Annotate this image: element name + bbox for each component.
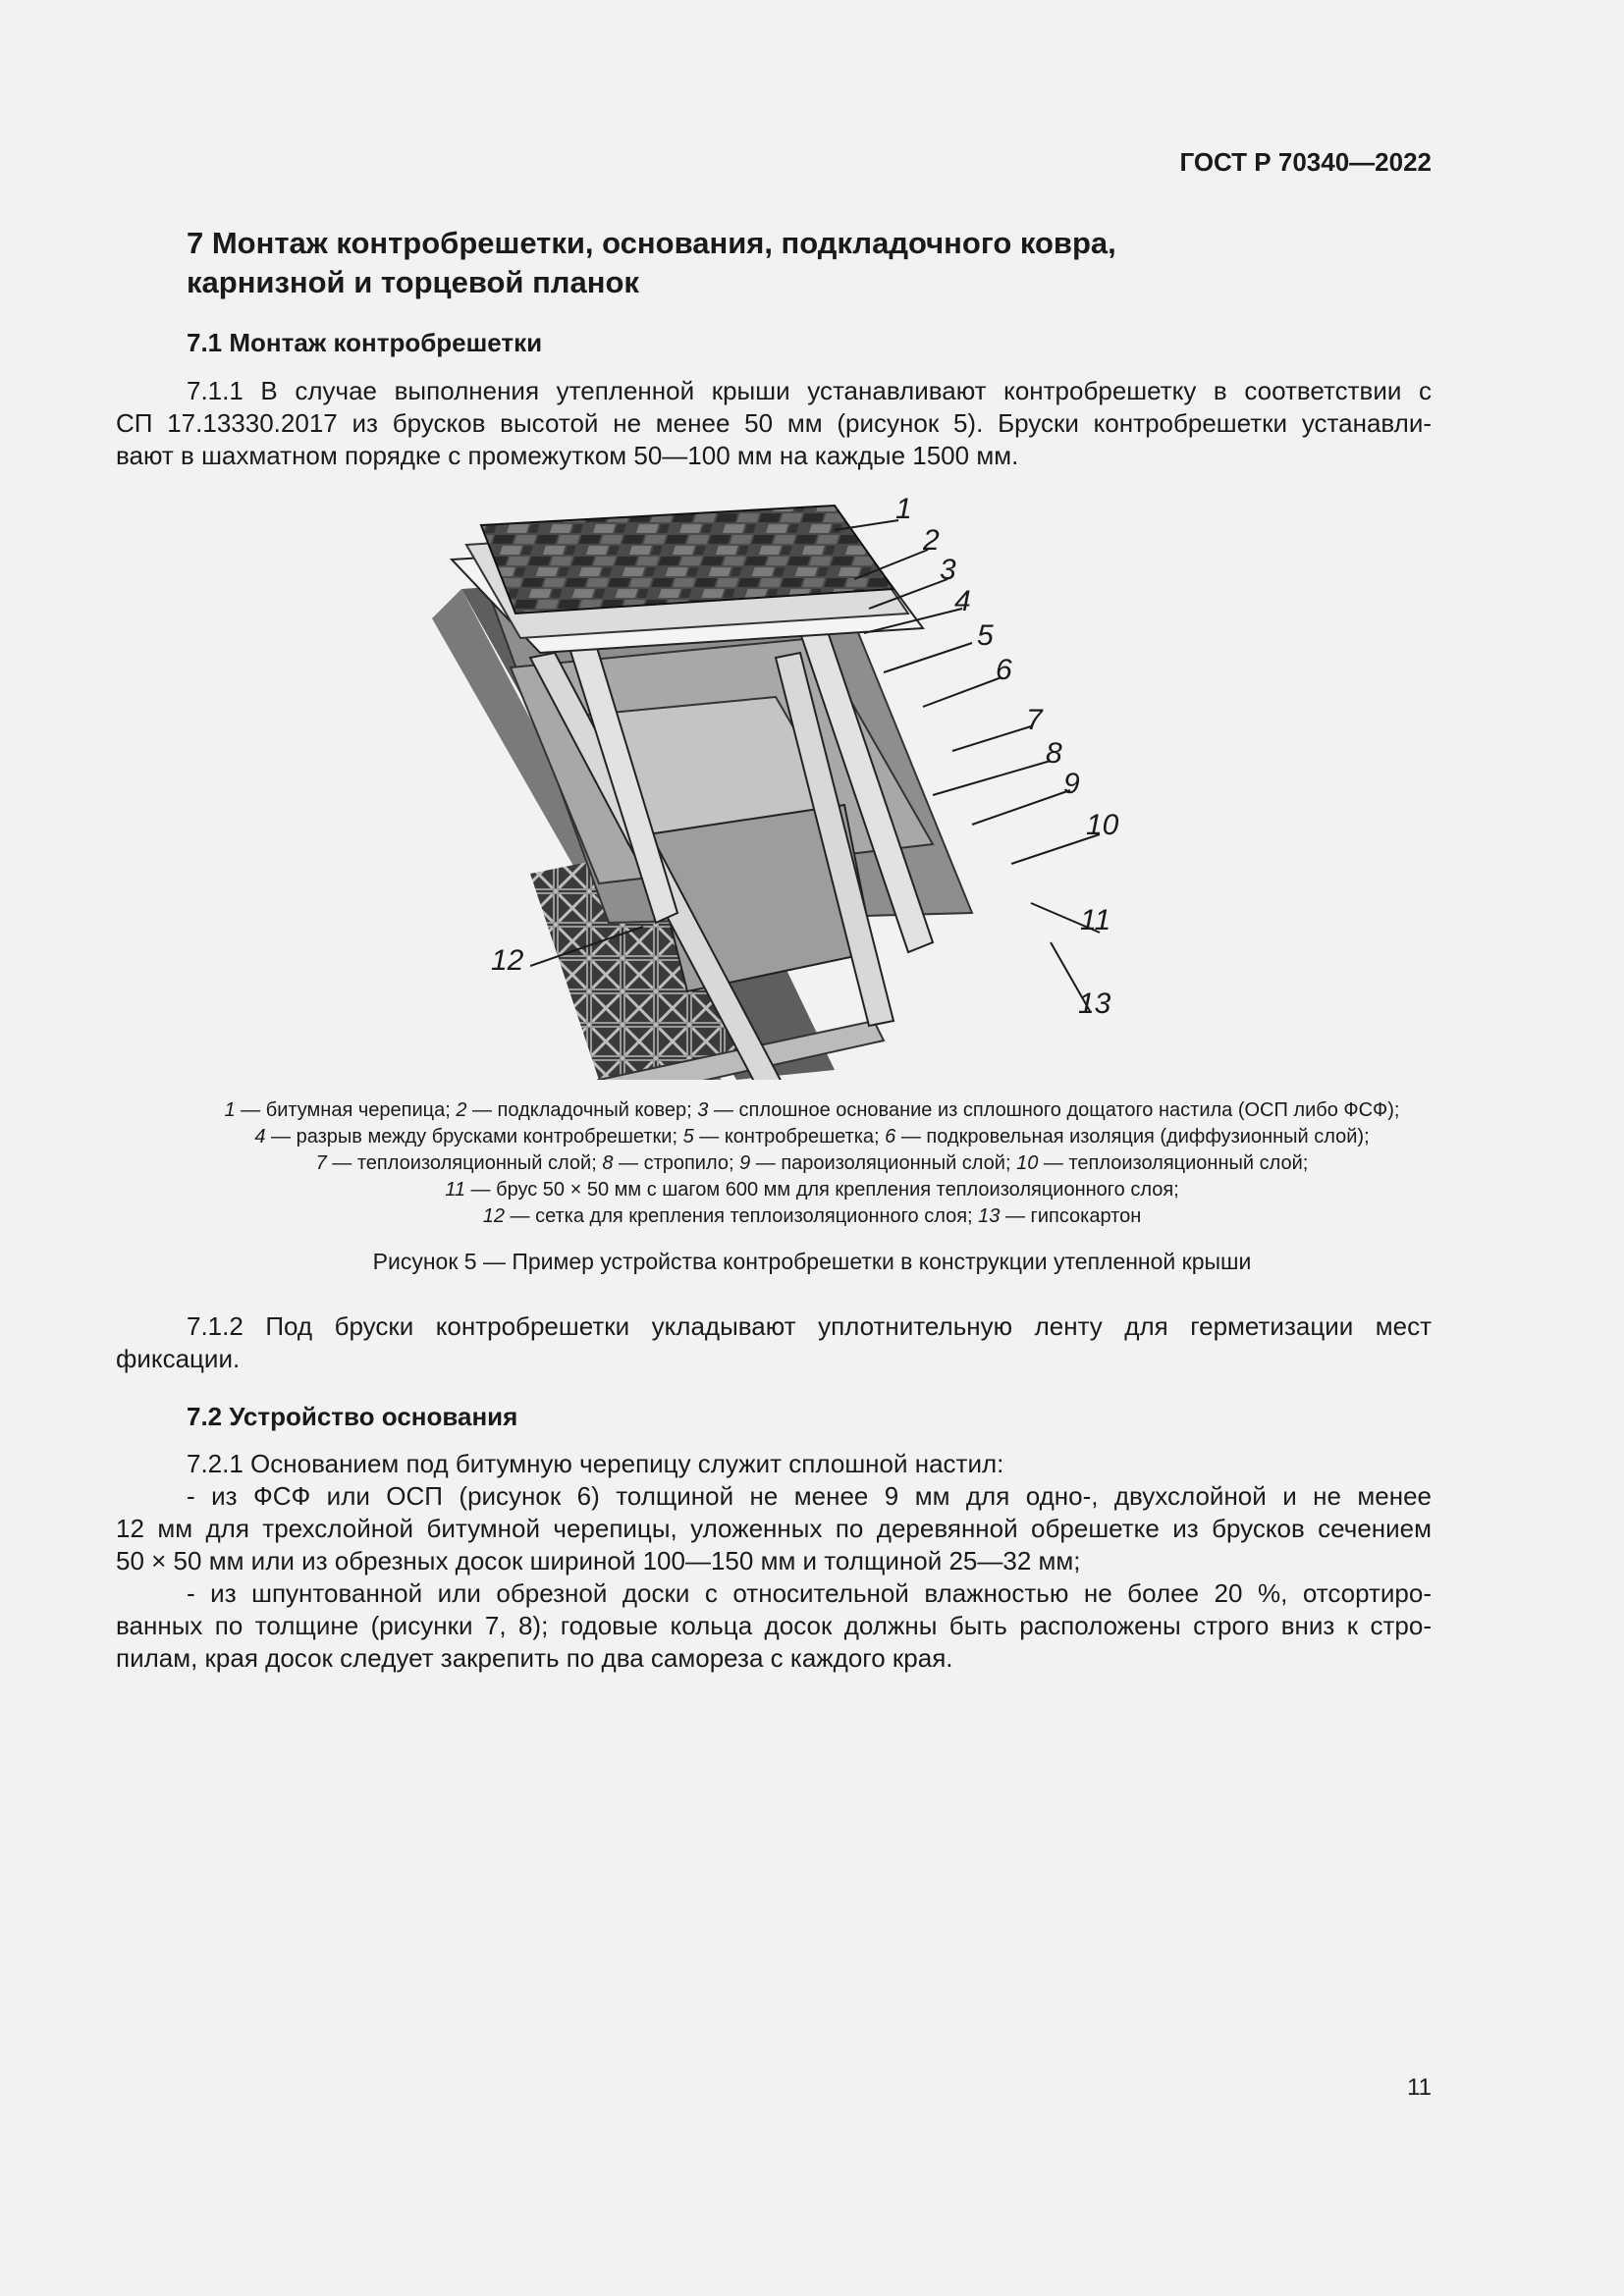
subsection-title-7-2: 7.2 Устройство основания bbox=[187, 1402, 518, 1431]
legend-number: 12 bbox=[482, 1205, 505, 1227]
legend-text: — теплоизоляционный слой; bbox=[1038, 1152, 1309, 1174]
legend-text: — разрыв между брусками контробрешетки; bbox=[265, 1126, 683, 1148]
legend-text: — сетка для крепления теплоизоляционного слоя; bbox=[504, 1205, 979, 1227]
callout-label: 13 bbox=[1078, 988, 1111, 1020]
roof-layers-illustration bbox=[422, 491, 1188, 1080]
callout-label: 5 bbox=[977, 619, 994, 652]
paragraph-7-2-1 bbox=[116, 1448, 1432, 1675]
callout-label: 9 bbox=[1063, 768, 1080, 800]
legend-number: 7 bbox=[315, 1152, 327, 1174]
legend-line bbox=[88, 1150, 1536, 1177]
legend-text: — пароизоляционный слой; bbox=[750, 1152, 1017, 1174]
legend-text: — брус 50 × 50 мм с шагом 600 мм для крепления теплоизоляционного слоя; bbox=[465, 1179, 1179, 1201]
callout-label: 4 bbox=[954, 585, 971, 617]
roof-construction-figure bbox=[422, 491, 1188, 1080]
callout-label: 3 bbox=[940, 554, 956, 586]
legend-text: — битумная черепица; bbox=[235, 1099, 457, 1121]
legend-number: 6 bbox=[885, 1126, 896, 1148]
legend-text: — подкровельная изоляция (диффузионный слой); bbox=[895, 1126, 1370, 1148]
callout-label: 10 bbox=[1086, 809, 1119, 841]
paragraph-line: 7.1.1 В случае выполнения утепленной крыши устанавливают контробрешетку в соответствии с bbox=[187, 376, 1432, 405]
callout-label: 1 bbox=[895, 493, 912, 525]
section-title bbox=[187, 224, 1267, 302]
legend-number: 4 bbox=[254, 1126, 266, 1148]
paragraph-line: фиксации. bbox=[116, 1344, 241, 1373]
paragraph-line: 50 × 50 мм или из обрезных досок шириной 100—150 мм и толщиной 25—32 мм; bbox=[116, 1546, 1081, 1575]
legend-text: — контробрешетка; bbox=[693, 1126, 886, 1148]
paragraph-line: 7.2.1 Основанием под битумную черепицу служит сплошной настил: bbox=[187, 1449, 1004, 1478]
legend-text: — теплоизоляционный слой; bbox=[326, 1152, 603, 1174]
callout-label: 7 bbox=[1026, 704, 1043, 736]
legend-text: — гипсокартон bbox=[1000, 1205, 1142, 1227]
document-code: ГОСТ Р 70340—2022 bbox=[1179, 147, 1432, 177]
callout-12-leader bbox=[530, 923, 648, 972]
paragraph-7-1-1 bbox=[116, 375, 1432, 472]
legend-text: — подкладочный ковер; bbox=[466, 1099, 698, 1121]
figure-caption: Рисунок 5 — Пример устройства контробрешетки в конструкции утепленной крыши bbox=[372, 1249, 1252, 1274]
legend-number: 10 bbox=[1016, 1152, 1039, 1174]
legend-number: 5 bbox=[682, 1126, 694, 1148]
legend-number: 3 bbox=[697, 1099, 709, 1121]
legend-line bbox=[88, 1097, 1536, 1124]
paragraph-7-1-2 bbox=[116, 1310, 1432, 1375]
callout-label-12: 12 bbox=[491, 944, 524, 977]
legend-number: 13 bbox=[978, 1205, 1001, 1227]
legend-line bbox=[88, 1177, 1536, 1203]
section-title-line-2: карнизной и торцевой планок bbox=[187, 265, 639, 299]
legend-text: — стропило; bbox=[613, 1152, 740, 1174]
callout-label: 2 bbox=[923, 524, 940, 557]
paragraph-line: ванных по толщине (рисунки 7, 8); годовые кольца досок должны быть расположены строго вниз к стро- bbox=[116, 1611, 1432, 1640]
paragraph-line: вают в шахматном порядке с промежутком 50—100 мм на каждые 1500 мм. bbox=[116, 441, 1019, 470]
section-title-line-1: 7 Монтаж контробрешетки, основания, подкладочного ковра, bbox=[187, 226, 1116, 260]
legend-text: — сплошное основание из сплошного дощатого настила (ОСП либо ФСФ); bbox=[708, 1099, 1400, 1121]
figure-legend bbox=[88, 1097, 1536, 1230]
legend-number: 8 bbox=[602, 1152, 614, 1174]
paragraph-line: 12 мм для трехслойной битумной черепицы, уложенных по деревянной обрешетке из брусков сечением bbox=[116, 1514, 1432, 1543]
legend-line bbox=[88, 1124, 1536, 1150]
callout-label: 11 bbox=[1080, 904, 1111, 936]
paragraph-line: СП 17.13330.2017 из брусков высотой не менее 50 мм (рисунок 5). Бруски контробрешетки устанавли- bbox=[116, 408, 1432, 438]
legend-number: 2 bbox=[456, 1099, 467, 1121]
legend-number: 1 bbox=[224, 1099, 236, 1121]
paragraph-line: пилам, края досок следует закрепить по два самореза с каждого края. bbox=[116, 1643, 953, 1673]
legend-number: 11 bbox=[445, 1179, 465, 1201]
callout-label: 8 bbox=[1046, 737, 1062, 770]
paragraph-line: - из шпунтованной или обрезной доски с относительной влажностью не более 20 %, отсортиро- bbox=[187, 1578, 1432, 1608]
paragraph-line: - из ФСФ или ОСП (рисунок 6) толщиной не менее 9 мм для одно-, двухслойной и не менее bbox=[187, 1481, 1432, 1511]
legend-line bbox=[88, 1203, 1536, 1230]
subsection-title-7-1: 7.1 Монтаж контробрешетки bbox=[187, 328, 543, 357]
legend-number: 9 bbox=[739, 1152, 751, 1174]
paragraph-line: 7.1.2 Под бруски контробрешетки укладывают уплотнительную ленту для герметизации мест bbox=[187, 1311, 1432, 1341]
callout-label: 6 bbox=[996, 654, 1012, 686]
page-number: 11 bbox=[1407, 2074, 1432, 2101]
